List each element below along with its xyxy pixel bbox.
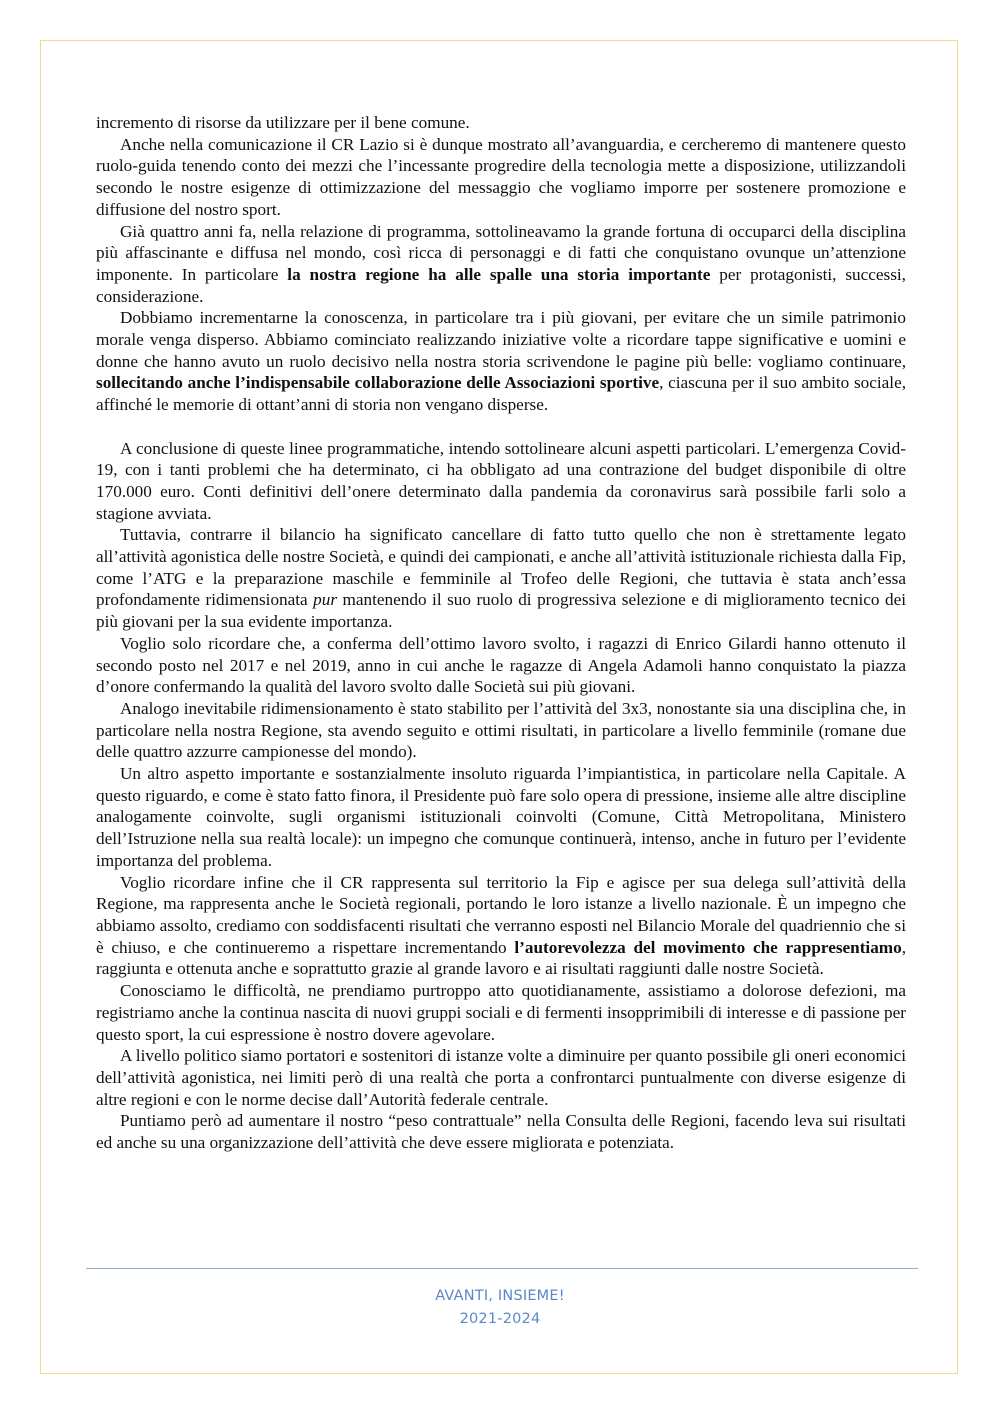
paragraph-9: Un altro aspetto importante e sostanzialmente insoluto riguarda l’impiantistica, in particolare nella Capitale. A questo riguardo, e come è stato fatto finora, il Presidente può fare solo opera di pressione, insieme alle altre discipline analogamente coinvolte, sugli organismi istituzionali coinvolti (Comune, Città Metropolitana, Ministero dell’Istruzione nella sua realtà locale): un impegno che comunque continuerà, intenso, anche in futuro per l’evidente importanza del problema. xyxy=(96,764,906,870)
paragraph-10-text-a: Voglio ricordare infine che il CR rappresenta sul territorio la Fip e agisce per sua delega sull’attività della Regione, ma rappresenta anche le Società regionali, portando le loro istanze a livello nazionale. È un impegno che abbiamo assolto, crediamo con soddisfacenti risultati che verranno esposti nel Bilancio Morale del quadriennio che si è chiuso, e che continueremo a rispettare incrementando xyxy=(96,872,906,957)
paragraph-5: A conclusione di queste linee programmatiche, intendo sottolineare alcuni aspetti particolari. L’emergenza Covid-19, con i tanti problemi che ha determinato, ci ha obbligato ad una contrazione del budget disponibile di oltre 170.000 euro. Conti definitivi dell’onere determinato dalla pandemia da coronavirus sarà possibile farli solo a stagione avviata. xyxy=(96,438,906,523)
paragraph-4-bold: sollecitando anche l’indispensabile collaborazione delle Associazioni sportive xyxy=(96,373,660,393)
paragraph-6 xyxy=(96,524,906,633)
paragraph-7: Voglio solo ricordare che, a conferma dell’ottimo lavoro svolto, i ragazzi di Enrico Gilardi hanno ottenuto il secondo posto nel 2017 e nel 2019, anno in cui anche le ragazze di Angela Adamoli hanno conquistato la piazza d’onore confermando la qualità del lavoro svolto dalle Società sui più giovani. xyxy=(96,633,906,697)
paragraph-4 xyxy=(96,307,906,416)
paragraph-11: Conosciamo le difficoltà, ne prendiamo purtroppo atto quotidianamente, assistiamo a dolorose defezioni, ma registriamo anche la continua nascita di nuovi gruppi sociali e di fermenti insopprimibili di interesse e di passione per questo sport, la cui espressione è nostro dovere agevolare. xyxy=(96,981,906,1044)
paragraph-10-text-c: , raggiunta e ottenuta anche e soprattutto grazie al grande lavoro e ai risultati raggiunti dalle nostre Società. xyxy=(96,937,906,979)
paragraph-12: A livello politico siamo portatori e sostenitori di istanze volte a diminuire per quanto possibile gli oneri economici dell’attività agonistica, nei limiti però di una realtà che porta a confrontarci puntualmente con diverse esigenze di altre regioni e con le norme decise dall’Autorità federale centrale. xyxy=(96,1046,906,1109)
paragraph-8: Analogo inevitabile ridimensionamento è stato stabilito per l’attività del 3x3, nonostante sia una disciplina che, in particolare nella nostra Regione, sta avendo seguito e ottimi risultati, in particolare a livello femminile (romane due delle quattro azzurre campionesse del mondo). xyxy=(96,698,906,762)
paragraph-4-text-a: Dobbiamo incrementarne la conoscenza, in particolare tra i più giovani, per evitare che un simile patrimonio morale venga disperso. Abbiamo cominciato realizzando iniziative volte a ricordare tappe significative e uomini e donne che hanno avuto un ruolo decisivo nella nostra storia scrivendone le pagine più belle: vogliamo continuare, xyxy=(96,308,906,371)
document-body xyxy=(96,112,906,1154)
footer-years: 2021-2024 xyxy=(459,1311,541,1327)
paragraph-4-text-c: , ciascuna per il suo ambito sociale, affinché le memorie di ottant’anni di storia non vengano disperse. xyxy=(96,373,907,415)
paragraph-2: Anche nella comunicazione il CR Lazio si è dunque mostrato all’avanguardia, e cercheremo di mantenere questo ruolo-guida tenendo conto dei mezzi che l’incessante progredire della tecnologia mette a disposizione, utilizzandoli secondo le nostre esigenze di ottimizzazione del messaggio che vogliamo imporre per sostenere promozione e diffusione del nostro sport. xyxy=(96,134,906,219)
paragraph-3-text-c: per protagonisti, successi, considerazione. xyxy=(96,264,906,306)
footer-divider xyxy=(86,1268,918,1269)
paragraph-6-text-c: mantenendo il suo ruolo di progressiva selezione e di miglioramento tecnico dei più giovani per la sua evidente importanza. xyxy=(96,590,907,632)
paragraph-3 xyxy=(96,221,906,308)
paragraph-6-italic: pur xyxy=(313,590,338,610)
paragraph-1: incremento di risorse da utilizzare per il bene comune. xyxy=(96,113,470,132)
paragraph-10 xyxy=(96,872,906,981)
paragraph-13: Puntiamo però ad aumentare il nostro “peso contrattuale” nella Consulta delle Regioni, facendo leva sui risultati ed anche su una organizzazione dell’attività che deve essere migliorata e potenziata. xyxy=(96,1111,906,1153)
paragraph-3-bold: la nostra regione ha alle spalle una storia importante xyxy=(287,264,711,284)
paragraph-6-text-a: Tuttavia, contrarre il bilancio ha significato cancellare di fatto tutto quello che non è strettamente legato all’attività agonistica delle nostre Società, e quindi dei campionati, e anche all’attività istituzionale richiesta dalla Fip, come l’ATG e la preparazione maschile e femminile al Trofeo delle Regioni, che tuttavia è stata anch’essa profondamente ridimensionata xyxy=(96,525,906,610)
paragraph-3-text-a: Già quattro anni fa, nella relazione di programma, sottolineavamo la grande fortuna di occuparci della disciplina più affascinante e diffusa nel mondo, così ricca di personaggi e di fatti che conquistano ovunque un’attenzione imponente. In particolare xyxy=(96,221,906,284)
footer-title: AVANTI, INSIEME! xyxy=(435,1288,565,1304)
paragraph-10-bold: l’autorevolezza del movimento che rappresentiamo xyxy=(514,937,902,957)
